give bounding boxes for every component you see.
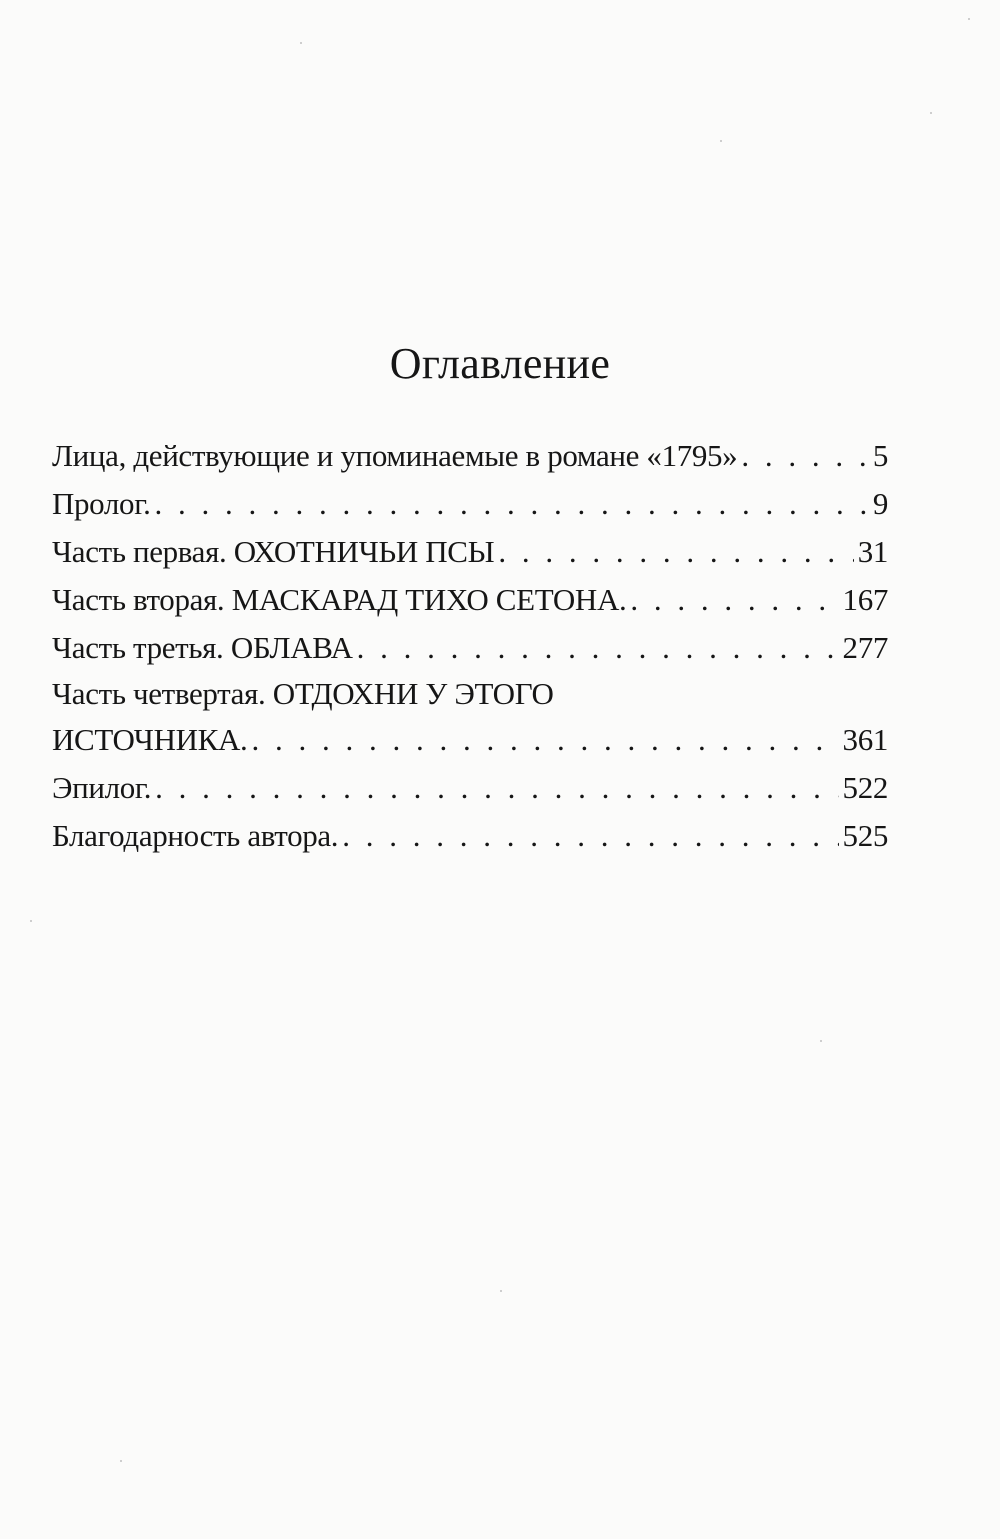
dot-leader <box>342 812 838 860</box>
toc-entry-title-line-2-row <box>52 716 888 764</box>
toc-entry-page: 167 <box>842 582 888 617</box>
toc-entry-page: 522 <box>842 770 888 805</box>
scan-speck <box>720 140 722 142</box>
toc-heading: Оглавление <box>389 339 611 388</box>
toc-entry-title: Эпилог. <box>52 770 152 805</box>
toc-entry-part-1 <box>52 528 888 576</box>
dot-leader <box>155 764 838 812</box>
toc-entry-page: 31 <box>857 534 888 569</box>
scan-speck <box>300 42 302 44</box>
scan-speck <box>30 920 32 922</box>
toc-entry-characters <box>52 432 888 480</box>
dot-leader <box>154 480 868 528</box>
scan-speck <box>930 112 932 114</box>
toc-entry-title-line-1: Часть четвертая. ОТДОХНИ У ЭТОГО <box>52 676 554 711</box>
table-of-contents <box>52 432 888 860</box>
toc-entry-title: Часть третья. ОБЛАВА <box>52 630 353 665</box>
scan-speck <box>500 1290 502 1292</box>
toc-entry-title: Благодарность автора. <box>52 818 339 853</box>
scan-speck <box>120 1460 122 1462</box>
toc-entry-page: 361 <box>842 722 888 757</box>
toc-entry-prologue <box>52 480 888 528</box>
dot-leader <box>357 624 839 672</box>
toc-entry-title: Часть первая. ОХОТНИЧЬИ ПСЫ <box>52 534 495 569</box>
toc-entry-title-line-2: ИСТОЧНИКА. <box>52 722 248 757</box>
scan-speck <box>820 1040 822 1042</box>
toc-entry-page: 5 <box>872 438 888 473</box>
toc-entry-part-3 <box>52 624 888 672</box>
toc-entry-part-2 <box>52 576 888 624</box>
toc-entry-page: 525 <box>842 818 888 853</box>
dot-leader <box>251 716 838 764</box>
toc-entry-epilogue <box>52 764 888 812</box>
toc-entry-page: 9 <box>872 486 888 521</box>
dot-leader <box>741 432 869 480</box>
dot-leader <box>630 576 838 624</box>
toc-entry-acknowledgements <box>52 812 888 860</box>
toc-entry-part-4 <box>52 672 888 764</box>
dot-leader <box>498 528 853 576</box>
scan-speck <box>968 18 970 20</box>
toc-entry-title: Пролог. <box>52 486 151 521</box>
toc-entry-title: Часть вторая. МАСКАРАД ТИХО СЕТОНА. <box>52 582 627 617</box>
toc-entry-page: 277 <box>842 630 888 665</box>
toc-entry-title: Лица, действующие и упоминаемые в романе «1795» <box>52 438 738 473</box>
